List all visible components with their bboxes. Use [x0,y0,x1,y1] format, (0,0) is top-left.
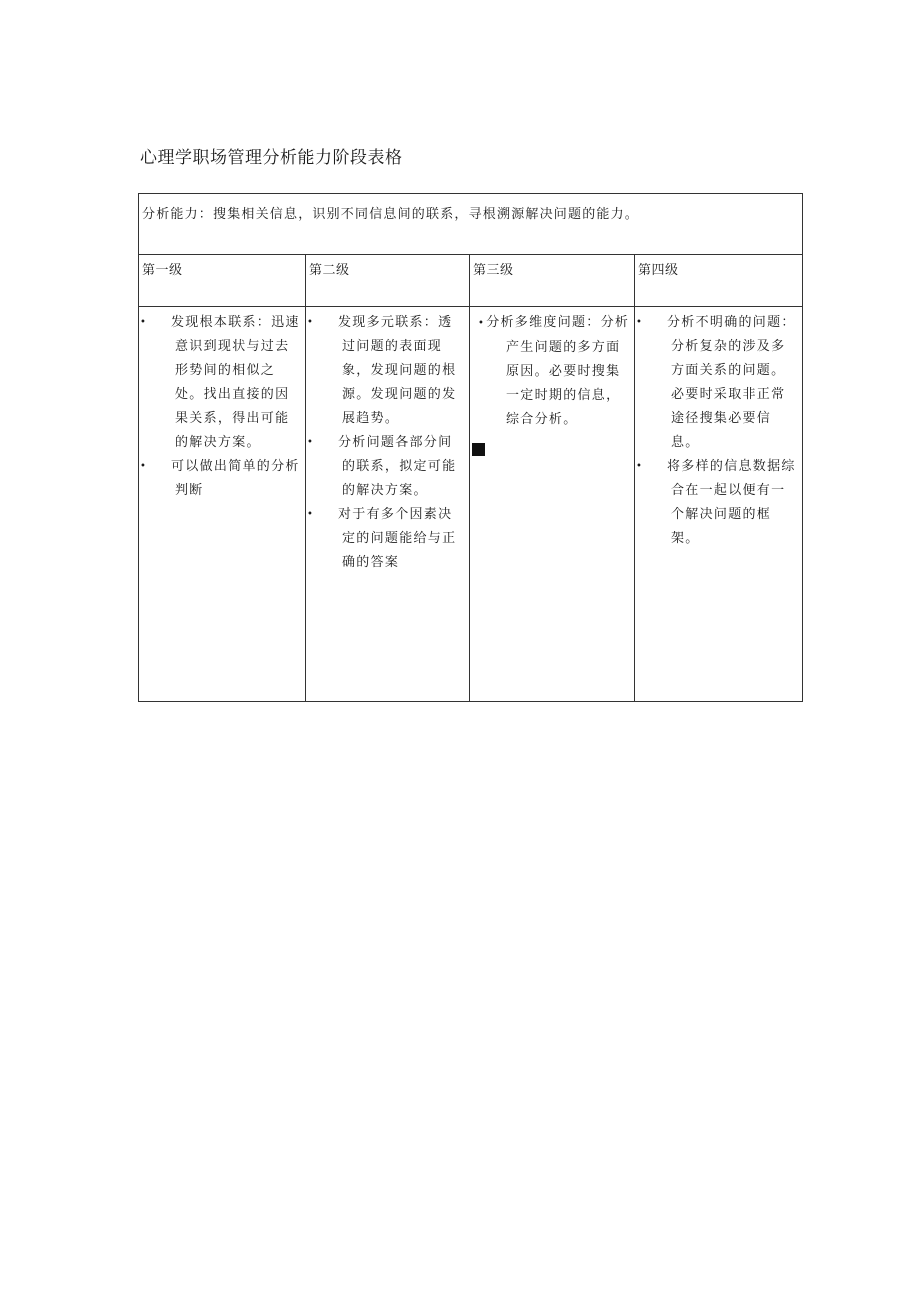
list-item: •分析多维度问题：分析产生问题的多方面原因。必要时搜集一定时期的信息，综合分析。 [478,315,630,427]
header-level-4: 第四级 [635,255,803,307]
level-4-list [635,311,798,551]
bullet-icon: • [636,461,644,472]
bullet-icon: • [307,317,315,328]
level-3-list [470,311,630,432]
level-2-list [306,311,465,575]
list-item: • 将多样的信息数据综合在一起以便有一个解决问题的框架。 [635,455,798,551]
bullet-icon: • [307,437,315,448]
level-4-cell [635,307,803,702]
list-item: • 可以做出简单的分析判断 [139,455,301,503]
bullet-icon: • [307,509,315,520]
header-level-3: 第三级 [470,255,635,307]
list-item: • 分析不明确的问题：分析复杂的涉及多方面关系的问题。必要时采取非正常途径搜集必要信息。 [635,311,798,455]
list-item: • 发现多元联系：透过问题的表面现象，发现问题的根源。发现问题的发展趋势。 [306,311,465,431]
level-2-cell [306,307,470,702]
header-level-1: 第一级 [139,255,306,307]
ability-definition: 分析能力：搜集相关信息，识别不同信息间的联系，寻根溯源解决问题的能力。 [142,207,640,222]
level-1-list [139,311,301,503]
level-3-cell [470,307,635,702]
analysis-ability-table [138,193,803,702]
header-level-2: 第二级 [306,255,470,307]
definition-row [139,194,803,255]
page-title: 心理学职场管理分析能力阶段表格 [140,148,403,168]
definition-cell [139,194,803,255]
filled-square-icon [472,443,485,456]
bullet-icon: • [140,461,148,472]
list-item: • 发现根本联系：迅速意识到现状与过去形势间的相似之处。找出直接的因果关系，得出可能的解决方案。 [139,311,301,455]
list-item: • 分析问题各部分间的联系，拟定可能的解决方案。 [306,431,465,503]
body-row [139,307,803,702]
bullet-icon: • [478,318,486,329]
header-row [139,255,803,307]
list-item: • 对于有多个因素决定的问题能给与正确的答案 [306,503,465,575]
bullet-icon: • [140,317,148,328]
level-1-cell [139,307,306,702]
bullet-icon: • [636,317,644,328]
